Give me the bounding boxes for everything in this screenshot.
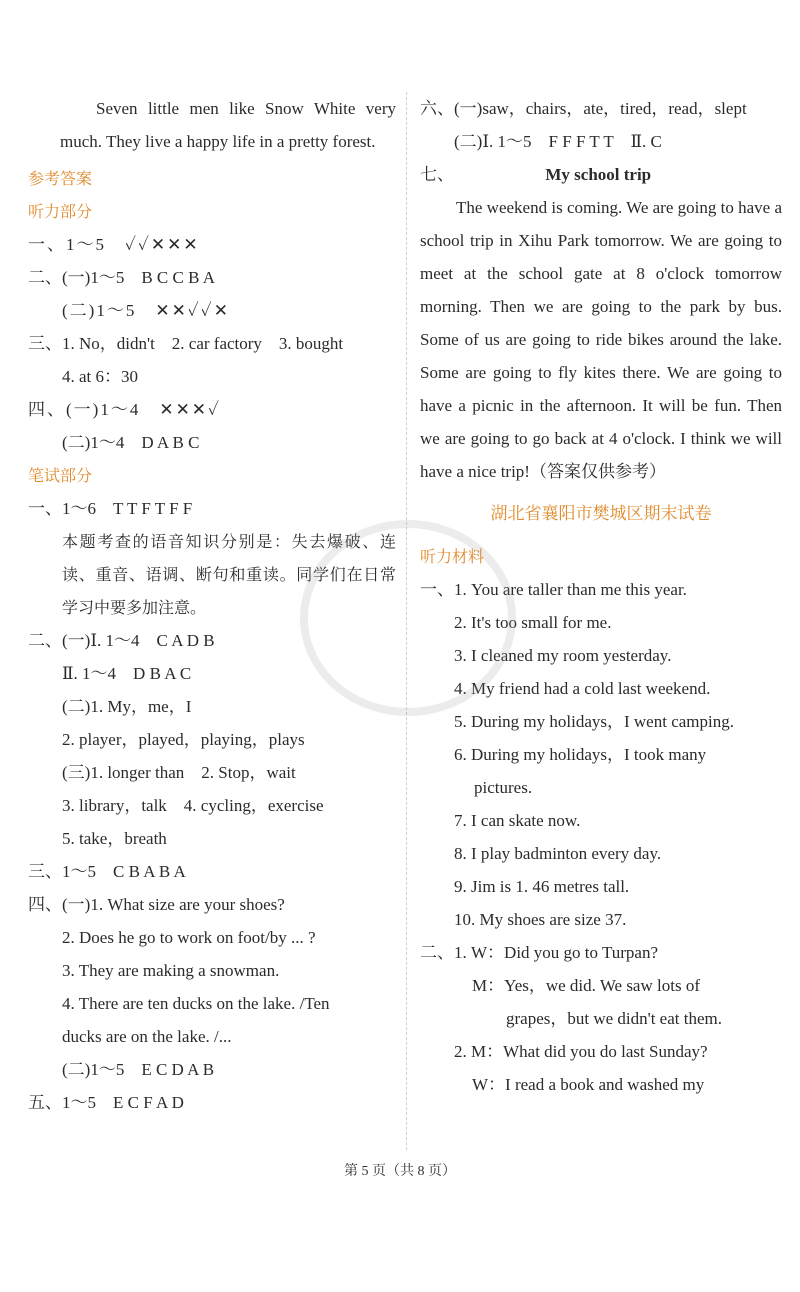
material-q1-item5: 5. During my holidays，I went camping.	[454, 712, 734, 731]
material-q1-item10: 10. My shoes are size 37.	[454, 910, 627, 929]
listening-q3-item4: 4. at 6：30	[62, 367, 139, 386]
material-q2-item2: 2. M：What did you do last Sunday?	[454, 1042, 708, 1061]
written-q3: 三、1～5 C B A B A	[28, 862, 186, 881]
listening-q2-part1: 二、(一)1～5 B C C B A	[28, 268, 216, 287]
material-q2-item1-reply-cont: grapes，but we didn't eat them.	[506, 1009, 722, 1028]
material-q1-item7: 7. I can skate now.	[454, 811, 581, 830]
written-q4-item1: 四、(一)1. What size are your shoes?	[28, 895, 285, 914]
exam-title: 湖北省襄阳市樊城区期末试卷	[490, 504, 712, 524]
page-footer: 第 5 页（共 8 页）	[344, 1164, 456, 1179]
listening-q3: 三、1. No，didn't 2. car factory 3. bought	[28, 334, 344, 353]
written-q4-item4-cont: ducks are on the lake. /...	[62, 1027, 232, 1046]
written-q2-part1: 二、(一)Ⅰ. 1～4 C A D B	[28, 631, 215, 650]
essay-paragraph: The weekend is coming. We are going to have a school trip in Xihu Park tomorrow. We are going to meet at the school gate at 8 o'clock tomorrow morning. Then we are going to the park by bus. Some of us are going to ride bikes around the lake. Some are going to fly kites there. We are going to have a picnic in the afternoon. It will be fun. Then we are going to go back at 4 o'clock. I think we will have a nice trip!（答案仅供参考）	[420, 198, 782, 481]
written-q7-number: 七、	[420, 165, 454, 184]
listening-q4-part1: 四、(一)1～4 ✕✕✕✓	[28, 400, 222, 419]
story-paragraph: Seven little men like Snow White very much. They live a happy life in a pretty forest.	[60, 99, 396, 151]
written-q2-part3-items: 3. library，talk 4. cycling，exercise	[62, 796, 324, 815]
listening-q1: 一、1～5 ✓✓✕✕✕	[28, 235, 200, 254]
material-q1-item9: 9. Jim is 1. 46 metres tall.	[454, 877, 630, 896]
listening-material-heading: 听力材料	[420, 547, 485, 566]
written-q4-item4: 4. There are ten ducks on the lake. /Ten	[62, 994, 330, 1013]
material-q2-item1-reply: M：Yes，we did. We saw lots of	[472, 976, 700, 995]
written-q2-part3-item5: 5. take，breath	[62, 829, 167, 848]
written-q6-part2: (二)Ⅰ. 1～5 F F F T T Ⅱ. C	[454, 132, 662, 151]
written-heading: 笔试部分	[28, 466, 93, 485]
answer-key-heading: 参考答案	[28, 169, 93, 188]
material-q1-item2: 2. It's too small for me.	[454, 613, 612, 632]
material-q2-item1: 二、1. W：Did you go to Turpan?	[420, 943, 658, 962]
essay-title: My school trip	[545, 165, 652, 184]
written-q4-item2: 2. Does he go to work on foot/by ... ?	[62, 928, 316, 947]
material-q1-item6-cont: pictures.	[474, 778, 533, 797]
written-q4-part2: (二)1～5 E C D A B	[62, 1060, 215, 1079]
material-q1-item3: 3. I cleaned my room yesterday.	[454, 646, 672, 665]
written-q2-part2: (二)1. My，me，I	[62, 697, 192, 716]
written-q7-header	[420, 158, 782, 191]
written-q2-part3: (三)1. longer than 2. Stop，wait	[62, 763, 296, 782]
written-q6-part1: 六、(一)saw，chairs，ate，tired，read，slept	[420, 99, 747, 118]
written-q4-item3: 3. They are making a snowman.	[62, 961, 280, 980]
listening-heading: 听力部分	[28, 202, 93, 221]
listening-q4-part2: (二)1～4 D A B C	[62, 433, 200, 452]
material-q2-item2-reply: W：I read a book and washed my	[472, 1075, 705, 1094]
material-q1-item8: 8. I play badminton every day.	[454, 844, 662, 863]
written-q2-part1b: Ⅱ. 1～4 D B A C	[62, 664, 192, 683]
watermark-circle	[300, 520, 516, 716]
written-q5: 五、1～5 E C F A D	[28, 1093, 184, 1112]
written-q1-note: 本题考查的语音知识分别是：失去爆破、连读、重音、语调、断句和重读。同学们在日常学习中要多加注意。	[62, 532, 396, 617]
listening-q2-part2: (二)1～5 ✕✕✓✓✕	[62, 301, 230, 320]
written-q2-part2-item2: 2. player，played，playing，plays	[62, 730, 305, 749]
material-q1-item6: 6. During my holidays，I took many	[454, 745, 707, 764]
material-q1-item4: 4. My friend had a cold last weekend.	[454, 679, 711, 698]
material-q1-item1: 一、1. You are taller than me this year.	[420, 580, 687, 599]
written-q1: 一、1～6 T T F T F F	[28, 499, 193, 518]
